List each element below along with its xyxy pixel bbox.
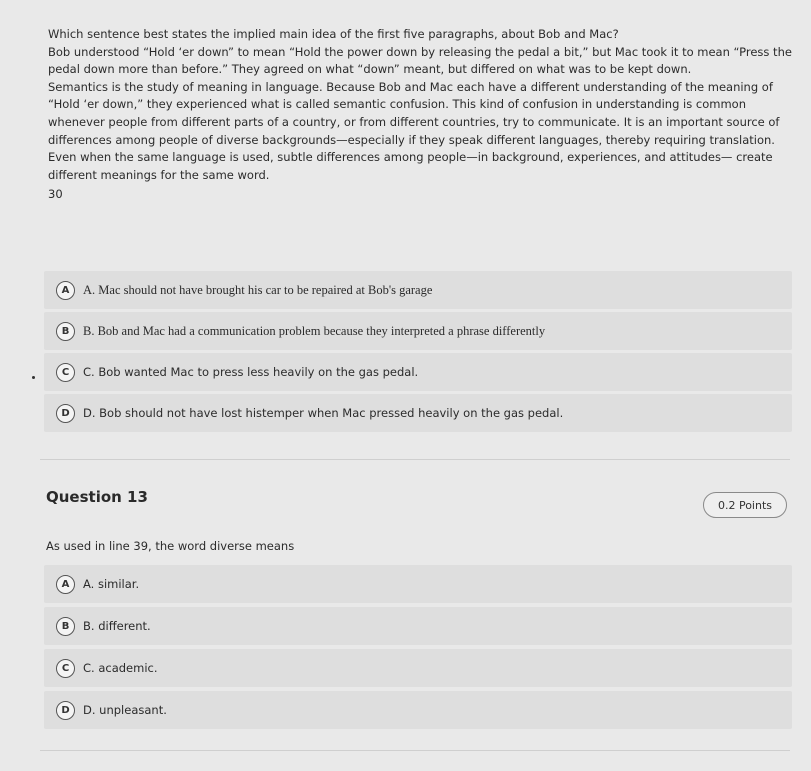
choice-letter-badge: D — [56, 701, 75, 720]
bottom-divider — [40, 750, 790, 751]
choice-text: B. Bob and Mac had a communication problem because they interpreted a phrase differently — [83, 323, 546, 338]
choice-text: A. Mac should not have brought his car to be repaired at Bob's garage — [83, 282, 433, 297]
question-12-text: Which sentence best states the implied main idea of the first five paragraphs, about Bob and Mac? — [48, 27, 619, 41]
choice-letter-badge: C — [56, 659, 75, 678]
choice-letter-badge: A — [56, 281, 75, 300]
q13-choice-c[interactable] — [44, 649, 792, 687]
question-12-choices — [44, 271, 792, 435]
question-13-prompt: As used in line 39, the word diverse means — [46, 539, 295, 553]
choice-text: D. unpleasant. — [83, 703, 167, 717]
q12-choice-a[interactable] — [44, 271, 792, 309]
q13-choice-b[interactable] — [44, 607, 792, 645]
q13-choice-d[interactable] — [44, 691, 792, 729]
choice-text: C. Bob wanted Mac to press less heavily on the gas pedal. — [83, 365, 419, 379]
reading-passage — [48, 26, 798, 204]
passage-paragraph-1: Bob understood “Hold ‘er down” to mean “Hold the power down by releasing the pedal a bit,” but Mac took it to mean “Press the pedal down more than before.” They agreed on what “down” meant, but differed on what was to be kept down. — [48, 44, 792, 77]
choice-letter-badge: C — [56, 363, 75, 382]
passage-paragraph-2: Semantics is the study of meaning in language. Because Bob and Mac each have a different understanding of the meaning of “Hold ‘er down,” they experienced what is called semantic confusion. This kind of confusion in understanding is common whenever people from different parts of a country, or from different countries, try to communicate. It is an important source of differences among people of diverse backgrounds—especially if they speak different languages, thereby requiring translation. — [48, 79, 780, 147]
choice-letter-badge: A — [56, 575, 75, 594]
q12-choice-d[interactable] — [44, 394, 792, 432]
q12-choice-b[interactable] — [44, 312, 792, 350]
choice-letter-badge: D — [56, 404, 75, 423]
passage-paragraph-3: Even when the same language is used, subtle differences among people—in background, experiences, and attitudes— create different meanings for the same word. — [48, 150, 773, 182]
choice-letter-badge: B — [56, 322, 75, 341]
question-13-title: Question 13 — [46, 488, 148, 506]
choice-text: D. Bob should not have lost histemper when Mac pressed heavily on the gas pedal. — [83, 406, 564, 420]
choice-text: C. academic. — [83, 661, 158, 675]
q13-choice-a[interactable] — [44, 565, 792, 603]
points-badge: 0.2 Points — [703, 492, 787, 518]
choice-letter-badge: B — [56, 617, 75, 636]
line-number: 30 — [48, 187, 63, 202]
choice-text: A. similar. — [83, 577, 140, 591]
question-13-choices — [44, 565, 792, 733]
question-divider — [40, 459, 790, 460]
selection-dot — [32, 376, 35, 379]
q12-choice-c[interactable] — [44, 353, 792, 391]
choice-text: B. different. — [83, 619, 151, 633]
